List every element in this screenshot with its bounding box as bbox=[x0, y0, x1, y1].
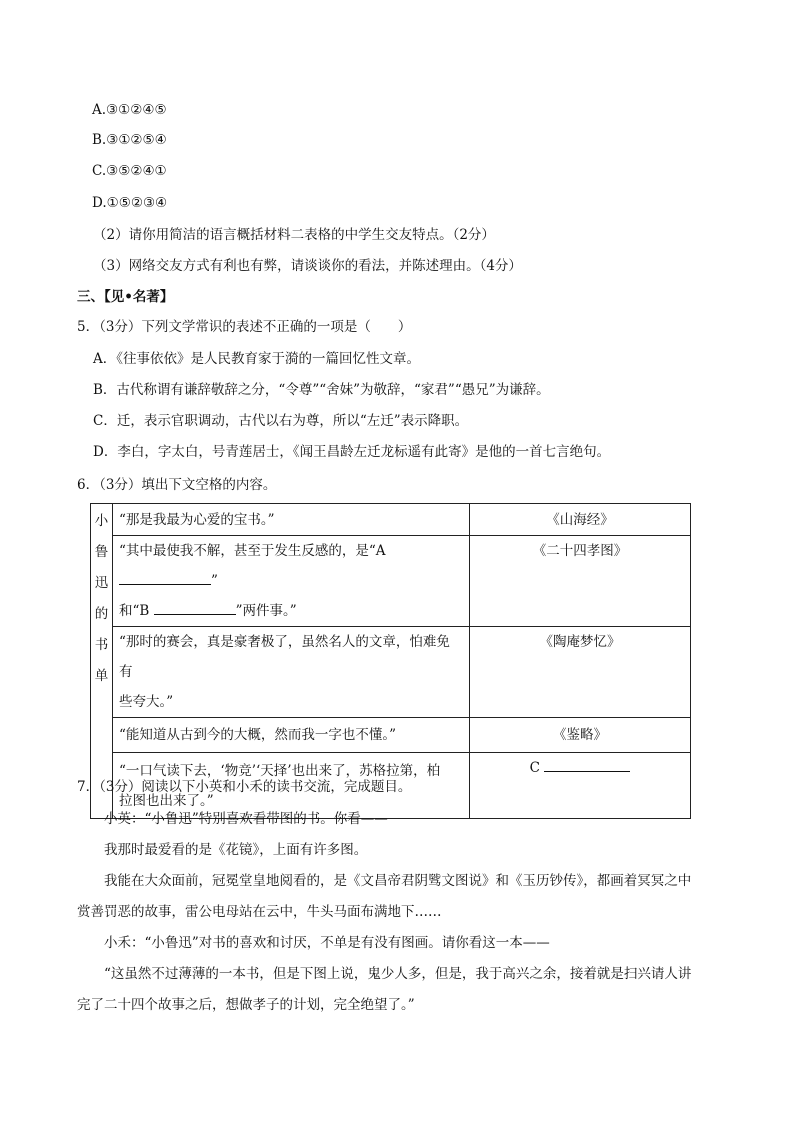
q4-sub-question-2: （2）请你用简洁的语言概括材料二表格的中学生交友特点。（2分） bbox=[93, 227, 495, 243]
table-row-book: 《二十四孝图》 bbox=[470, 536, 691, 627]
q4-sub-question-3: （3）网络交友方式有利也有弊，请谈谈你的看法，并陈述理由。（4分） bbox=[93, 258, 522, 274]
q7-paragraph: 我那时最爱看的是《花镜》，上面有许多图。 bbox=[104, 842, 368, 858]
q5-stem: 5．（3分）下列文学常识的表述不正确的一项是（ ） bbox=[77, 319, 412, 335]
table-row-book: 《鉴略》 bbox=[470, 718, 691, 753]
table-row-book: 《山海经》 bbox=[470, 504, 691, 536]
table-side-label: 小 鲁 迅 的 书 单 bbox=[91, 504, 113, 819]
table-row-quote: “那是我最为心爱的宝书。” bbox=[113, 504, 470, 536]
q5-option-b: B．古代称谓有谦辞敬辞之分，“令尊”“舍妹”为敬辞，“家君”“愚兄”为谦辞。 bbox=[93, 382, 550, 398]
option-a: A.③①②④⑤ bbox=[92, 102, 167, 118]
q6-stem: 6．（3分）填出下文空格的内容。 bbox=[77, 477, 277, 493]
q5-option-c: C．迁，表示官职调动，古代以右为尊，所以“左迁”表示降职。 bbox=[93, 413, 469, 429]
q7-paragraph: 我能在大众面前，冠冕堂皇地阅看的，是《文昌帝君阴骘文图说》和《玉历钞传》，都画着冥冥之中 bbox=[104, 873, 692, 889]
book-list-table bbox=[90, 503, 691, 819]
blank-a[interactable] bbox=[119, 570, 211, 585]
table-row-book: 《陶庵梦忆》 bbox=[470, 627, 691, 718]
option-b: B.③①②⑤④ bbox=[92, 132, 167, 148]
q7-stem: 7．（3分）阅读以下小英和小禾的读书交流，完成题目。 bbox=[77, 779, 412, 795]
q7-paragraph: 赏善罚恶的故事，雷公电母站在云中，牛头马面布满地下…… bbox=[77, 904, 442, 920]
table-row-book: C bbox=[470, 753, 691, 819]
table-row-quote: “其中最使我不解，甚至于发生反感的，是“A” 和“B ”两件事。” bbox=[113, 536, 470, 627]
q5-option-a: A．《往事依依》是人民教育家于漪的一篇回忆性文章。 bbox=[93, 351, 420, 367]
table-row-quote: “能知道从古到今的大概，然而我一字也不懂。” bbox=[113, 718, 470, 753]
q7-paragraph: 小英：“小鲁迅”特别喜欢看带图的书。你看—— bbox=[104, 811, 388, 827]
table-row-quote: “那时的赛会，真是豪奢极了，虽然名人的文章，怕难免有 些夸大。” bbox=[113, 627, 470, 718]
blank-b[interactable] bbox=[154, 600, 236, 615]
table-row-quote: “一口气读下去，‘物竞’‘天择’也出来了，苏格拉第，柏 拉图也出来了。” bbox=[113, 753, 470, 819]
option-c: C.③⑤②④① bbox=[92, 163, 167, 179]
option-d: D.①⑤②③④ bbox=[92, 195, 168, 211]
q7-paragraph: 完了二十四个故事之后，想做孝子的计划，完全绝望了。” bbox=[77, 997, 415, 1013]
q5-option-d: D．李白，字太白，号青莲居士，《闻王昌龄左迁龙标遥有此寄》是他的一首七言绝句。 bbox=[93, 444, 611, 460]
blank-c[interactable] bbox=[544, 757, 630, 772]
q7-paragraph: 小禾：“小鲁迅”对书的喜欢和讨厌，不单是有没有图画。请你看这一本—— bbox=[104, 935, 550, 951]
section-heading: 三、【见•名著】 bbox=[77, 289, 174, 305]
q7-paragraph: “这虽然不过薄薄的一本书，但是下图上说，鬼少人多，但是，我于高兴之余，接着就是扫兴请人讲 bbox=[104, 966, 692, 982]
